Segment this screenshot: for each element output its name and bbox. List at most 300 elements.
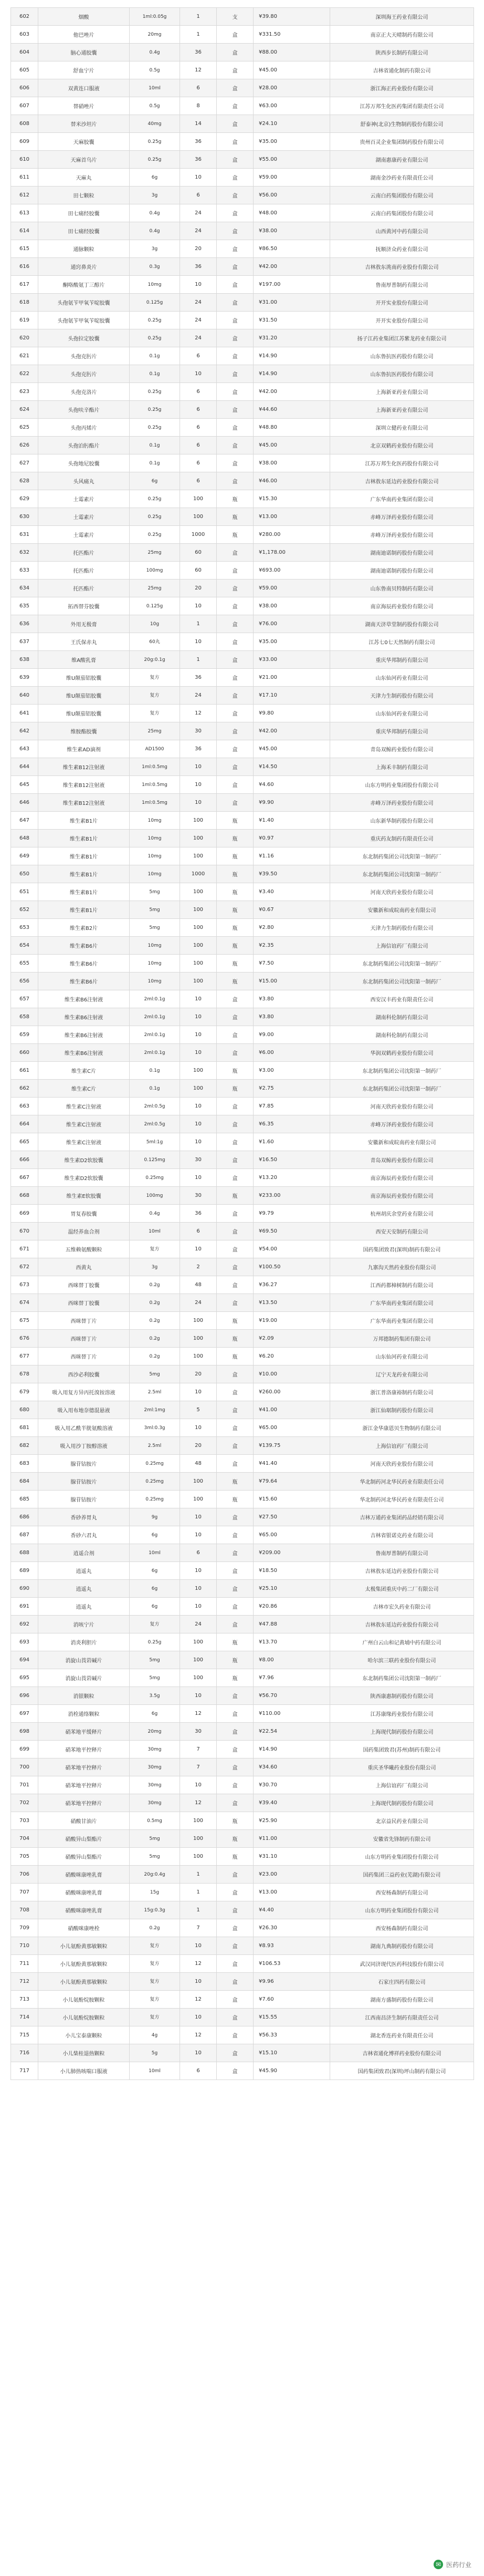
unit-cell: 盒 [217,1955,254,1973]
drug-name-cell: 土霉素片 [38,526,130,544]
unit-cell: 盒 [217,1401,254,1419]
price-cell: ¥9.79 [254,1205,330,1223]
unit-cell: 盒 [217,615,254,633]
pack-quantity-cell: 1000 [180,865,217,883]
manufacturer-cell: 山东鲁南贝特制药有限公司 [330,580,474,597]
price-cell: ¥21.00 [254,669,330,687]
table-row [11,1080,474,1098]
unit-cell: 瓶 [217,901,254,919]
pack-quantity-cell: 5 [180,1401,217,1419]
price-cell: ¥233.00 [254,1187,330,1205]
table-row [11,1901,474,1919]
price-cell: ¥11.00 [254,1830,330,1848]
pack-quantity-cell: 100 [180,1062,217,1080]
spec-cell: 20mg [130,1723,180,1741]
table-row [11,44,474,61]
pack-quantity-cell: 6 [180,401,217,419]
row-number-cell: 625 [11,419,38,437]
pack-quantity-cell: 10 [180,276,217,294]
row-number-cell: 611 [11,169,38,187]
spec-cell: 0.25mg [130,1169,180,1187]
row-number-cell: 639 [11,669,38,687]
spec-cell: 10ml [130,2062,180,2080]
drug-name-cell: 消旋山莨菪碱片 [38,1651,130,1669]
row-number-cell: 638 [11,651,38,669]
price-cell: ¥28.00 [254,79,330,97]
unit-cell: 盒 [217,758,254,776]
spec-cell: 0.1g [130,454,180,472]
table-row [11,883,474,901]
manufacturer-cell: 吉林敖东延边药业股份有限公司 [330,472,474,490]
row-number-cell: 699 [11,1741,38,1758]
spec-cell: 10mg [130,865,180,883]
pack-quantity-cell: 20 [180,240,217,258]
pack-quantity-cell: 1 [180,651,217,669]
pack-quantity-cell: 1 [180,1866,217,1884]
unit-cell: 盒 [217,365,254,383]
price-cell: ¥48.00 [254,204,330,222]
spec-cell: 0.3g [130,258,180,276]
row-number-cell: 697 [11,1705,38,1723]
drug-name-cell: 小儿氨酚黄那敏颗粒 [38,1973,130,1991]
row-number-cell: 678 [11,1365,38,1383]
manufacturer-cell: 石家庄四药有限公司 [330,1973,474,1991]
drug-name-cell: 西咪替丁片 [38,1330,130,1348]
price-cell: ¥100.50 [254,1258,330,1276]
price-cell: ¥6.00 [254,1044,330,1062]
pack-quantity-cell: 100 [180,1312,217,1330]
spec-cell: 0.1g [130,1080,180,1098]
pack-quantity-cell: 60 [180,562,217,580]
row-number-cell: 641 [11,705,38,722]
drug-name-cell: 舒血宁片 [38,61,130,79]
row-number-cell: 716 [11,2044,38,2062]
price-cell: ¥13.50 [254,1294,330,1312]
row-number-cell: 686 [11,1508,38,1526]
spec-cell: 2ml:0.1g [130,1026,180,1044]
table-row [11,294,474,312]
unit-cell: 瓶 [217,830,254,847]
manufacturer-cell: 西安汉丰药业有限责任公司 [330,990,474,1008]
price-cell: ¥3.00 [254,1062,330,1080]
spec-cell: 15g [130,1884,180,1901]
price-cell: ¥31.10 [254,1848,330,1866]
table-row [11,1884,474,1901]
table-row [11,1616,474,1633]
table-row [11,1526,474,1544]
unit-cell: 盒 [217,187,254,204]
drug-name-cell: 逍遥丸 [38,1598,130,1616]
table-row [11,1758,474,1776]
pack-quantity-cell: 12 [180,1991,217,2009]
table-row [11,1455,474,1473]
price-cell: ¥7.96 [254,1669,330,1687]
pack-quantity-cell: 2 [180,1258,217,1276]
drug-name-cell: 维生素B6注射液 [38,1026,130,1044]
drug-name-cell: 托匹酯片 [38,580,130,597]
row-number-cell: 604 [11,44,38,61]
spec-cell: 100mg [130,1187,180,1205]
pack-quantity-cell: 10 [180,1383,217,1401]
table-row [11,526,474,544]
unit-cell: 瓶 [217,1312,254,1330]
drug-name-cell: 维U颠茄铝胶囊 [38,705,130,722]
drug-name-cell: 头孢泊肟酯片 [38,437,130,454]
price-cell: ¥56.33 [254,2026,330,2044]
spec-cell: 5mg [130,1669,180,1687]
price-cell: ¥3.80 [254,990,330,1008]
table-row [11,1151,474,1169]
drug-name-cell: 消旋山莨菪碱片 [38,1669,130,1687]
manufacturer-cell: 辽宁天龙药业有限公司 [330,1365,474,1383]
drug-name-cell: 维生素AD滴剂 [38,740,130,758]
table-row [11,1812,474,1830]
spec-cell: 6g [130,1580,180,1598]
table-row [11,990,474,1008]
manufacturer-cell: 东北制药集团公司沈阳第一制药厂 [330,1062,474,1080]
table-row [11,722,474,740]
drug-name-cell: 西咪替丁片 [38,1312,130,1330]
spec-cell: 0.25g [130,490,180,508]
unit-cell: 瓶 [217,508,254,526]
pack-quantity-cell: 100 [180,1330,217,1348]
table-row [11,1848,474,1866]
unit-cell: 瓶 [217,1812,254,1830]
manufacturer-cell: 贵州百灵企业集团制药股份有限公司 [330,133,474,151]
table-row [11,633,474,651]
drug-name-cell: 吸入用乙酰半胱氨酸溶液 [38,1419,130,1437]
manufacturer-cell: 吉林省通化制药有限公司 [330,61,474,79]
drug-name-cell: 双黄连口服液 [38,79,130,97]
price-cell: ¥41.40 [254,1455,330,1473]
pack-quantity-cell: 10 [180,1115,217,1133]
pack-quantity-cell: 6 [180,187,217,204]
spec-cell: 0.4g [130,44,180,61]
pack-quantity-cell: 12 [180,61,217,79]
price-cell: ¥46.00 [254,472,330,490]
manufacturer-cell: 浙江海正药业股份有限公司 [330,79,474,97]
row-number-cell: 692 [11,1616,38,1633]
unit-cell: 盒 [217,1133,254,1151]
spec-cell: 10mg [130,812,180,830]
spec-cell: 2.5ml [130,1437,180,1455]
drug-name-cell: 替米沙坦片 [38,115,130,133]
unit-cell: 盒 [217,1098,254,1115]
table-row [11,1330,474,1348]
row-number-cell: 636 [11,615,38,633]
price-cell: ¥13.00 [254,508,330,526]
spec-cell: 30mg [130,1794,180,1812]
spec-cell: 6g [130,1598,180,1616]
spec-cell: 复方 [130,705,180,722]
table-row [11,115,474,133]
pack-quantity-cell: 12 [180,1955,217,1973]
manufacturer-cell: 吉林省通化博祥药业股份有限公司 [330,2044,474,2062]
row-number-cell: 700 [11,1758,38,1776]
table-row [11,1794,474,1812]
row-number-cell: 680 [11,1401,38,1419]
unit-cell: 盒 [217,580,254,597]
unit-cell: 盒 [217,294,254,312]
manufacturer-cell: 湖南金沙药业有限责任公司 [330,169,474,187]
row-number-cell: 614 [11,222,38,240]
spec-cell: 10mg [130,937,180,955]
table-row [11,1633,474,1651]
table-row [11,133,474,151]
price-cell: ¥48.80 [254,419,330,437]
manufacturer-cell: 北京益民药业有限公司 [330,1812,474,1830]
unit-cell: 瓶 [217,883,254,901]
price-cell: ¥9.80 [254,705,330,722]
pack-quantity-cell: 100 [180,1848,217,1866]
price-cell: ¥1,178.00 [254,544,330,562]
manufacturer-cell: 哈尔滨三联药业股份有限公司 [330,1651,474,1669]
row-number-cell: 712 [11,1973,38,1991]
spec-cell: 0.2g [130,1276,180,1294]
spec-cell: 0.2g [130,1348,180,1365]
pack-quantity-cell: 60 [180,544,217,562]
price-cell: ¥2.35 [254,937,330,955]
manufacturer-cell: 天津力生制药股份有限公司 [330,687,474,705]
pack-quantity-cell: 6 [180,437,217,454]
price-cell: ¥65.00 [254,1526,330,1544]
table-row [11,2009,474,2026]
unit-cell: 盒 [217,1419,254,1437]
table-row [11,1651,474,1669]
unit-cell: 盒 [217,437,254,454]
row-number-cell: 668 [11,1187,38,1205]
pack-quantity-cell: 6 [180,1223,217,1240]
drug-name-cell: 西咪替丁胶囊 [38,1276,130,1294]
unit-cell: 瓶 [217,1848,254,1866]
manufacturer-cell: 山东仙河药业有限公司 [330,705,474,722]
pack-quantity-cell: 48 [180,1455,217,1473]
wechat-icon: ✉ [434,2560,443,2569]
unit-cell: 瓶 [217,1830,254,1848]
drug-name-cell: 通窍鼻炎片 [38,258,130,276]
drug-name-cell: 他巴唑片 [38,26,130,44]
manufacturer-cell: 上海新亚药业有限公司 [330,383,474,401]
table-row [11,544,474,562]
manufacturer-cell: 重庆华邦制药有限公司 [330,651,474,669]
pack-quantity-cell: 10 [180,633,217,651]
pack-quantity-cell: 100 [180,1080,217,1098]
row-number-cell: 654 [11,937,38,955]
spec-cell: 0.125g [130,294,180,312]
manufacturer-cell: 云南白药集团股份有限公司 [330,204,474,222]
price-cell: ¥44.60 [254,401,330,419]
pack-quantity-cell: 10 [180,1598,217,1616]
spec-cell: 2ml:0.5g [130,1115,180,1133]
drug-name-cell: 田七痛经胶囊 [38,222,130,240]
unit-cell: 盒 [217,1365,254,1383]
unit-cell: 盒 [217,2009,254,2026]
pack-quantity-cell: 1 [180,8,217,26]
price-cell: ¥17.10 [254,687,330,705]
row-number-cell: 612 [11,187,38,204]
unit-cell: 瓶 [217,1062,254,1080]
manufacturer-cell: 重庆圣华曦药业股份有限公司 [330,1758,474,1776]
table-row [11,2044,474,2062]
unit-cell: 盒 [217,1580,254,1598]
manufacturer-cell: 湖南九典制药股份有限公司 [330,1937,474,1955]
pack-quantity-cell: 10 [180,990,217,1008]
manufacturer-cell: 赤峰万泽药业股份有限公司 [330,794,474,812]
spec-cell: 40mg [130,115,180,133]
spec-cell: 2ml:0.1g [130,1044,180,1062]
spec-cell: 6g [130,1562,180,1580]
row-number-cell: 655 [11,955,38,973]
row-number-cell: 663 [11,1098,38,1115]
row-number-cell: 676 [11,1330,38,1348]
price-cell: ¥15.00 [254,973,330,990]
unit-cell: 盒 [217,1991,254,2009]
pack-quantity-cell: 24 [180,222,217,240]
manufacturer-cell: 鲁南厚普制药有限公司 [330,276,474,294]
pack-quantity-cell: 24 [180,312,217,329]
pack-quantity-cell: 10 [180,1937,217,1955]
pack-quantity-cell: 12 [180,1705,217,1723]
manufacturer-cell: 鲁南厚普制药有限公司 [330,1544,474,1562]
manufacturer-cell: 浙江金华康恩贝生物制药有限公司 [330,1419,474,1437]
table-row [11,865,474,883]
manufacturer-cell: 赤峰万泽药业股份有限公司 [330,1115,474,1133]
unit-cell: 盒 [217,1884,254,1901]
spec-cell: 0.25g [130,401,180,419]
price-cell: ¥7.85 [254,1098,330,1115]
drug-name-cell: 维生素C注射液 [38,1115,130,1133]
drug-name-cell: 天麻首乌片 [38,151,130,169]
spec-cell: 复方 [130,1616,180,1633]
drug-name-cell: 头孢克洛片 [38,383,130,401]
table-row [11,1723,474,1741]
unit-cell: 盒 [217,722,254,740]
spec-cell: 0.2g [130,1330,180,1348]
pack-quantity-cell: 8 [180,97,217,115]
price-cell: ¥31.00 [254,294,330,312]
price-cell: ¥7.60 [254,1991,330,2009]
spec-cell: 25mg [130,580,180,597]
price-cell: ¥59.00 [254,580,330,597]
manufacturer-cell: 赤峰万泽药业股份有限公司 [330,508,474,526]
spec-cell: 20mg [130,26,180,44]
row-number-cell: 698 [11,1723,38,1741]
unit-cell: 盒 [217,61,254,79]
table-row [11,472,474,490]
unit-cell: 盒 [217,312,254,329]
table-row [11,1276,474,1294]
table-row [11,1133,474,1151]
spec-cell: 0.25mg [130,1473,180,1491]
table-row [11,973,474,990]
spec-cell: 复方 [130,1240,180,1258]
table-row [11,1937,474,1955]
row-number-cell: 713 [11,1991,38,2009]
row-number-cell: 647 [11,812,38,830]
manufacturer-cell: 开开实业股份有限公司 [330,312,474,329]
unit-cell: 盒 [217,562,254,580]
row-number-cell: 610 [11,151,38,169]
table-row [11,1705,474,1723]
unit-cell: 瓶 [217,1080,254,1098]
table-row [11,901,474,919]
row-number-cell: 621 [11,347,38,365]
drug-name-cell: 硝苯地平控释片 [38,1741,130,1758]
pack-quantity-cell: 6 [180,419,217,437]
spec-cell: 10mg [130,830,180,847]
drug-name-cell: 烟酸 [38,8,130,26]
price-cell: ¥20.86 [254,1598,330,1616]
manufacturer-cell: 吉林省银诺克药业有限公司 [330,1526,474,1544]
unit-cell: 盒 [217,1205,254,1223]
row-number-cell: 707 [11,1884,38,1901]
price-cell: ¥22.54 [254,1723,330,1741]
price-cell: ¥19.00 [254,1312,330,1330]
unit-cell: 盒 [217,651,254,669]
price-cell: ¥16.50 [254,1151,330,1169]
price-cell: ¥45.90 [254,2062,330,2080]
row-number-cell: 617 [11,276,38,294]
spec-cell: 30mg [130,1741,180,1758]
unit-cell: 盒 [217,97,254,115]
pack-quantity-cell: 14 [180,115,217,133]
pack-quantity-cell: 36 [180,258,217,276]
price-cell: ¥209.00 [254,1544,330,1562]
table-row [11,312,474,329]
row-number-cell: 683 [11,1455,38,1473]
unit-cell: 盒 [217,1973,254,1991]
table-row [11,758,474,776]
price-cell: ¥35.00 [254,633,330,651]
spec-cell: 10mg [130,973,180,990]
drug-name-cell: 逍遥丸 [38,1580,130,1598]
drug-name-cell: 外用无极膏 [38,615,130,633]
drug-name-cell: 维生素B6注射液 [38,990,130,1008]
table-row [11,329,474,347]
table-row [11,61,474,79]
unit-cell: 盒 [217,383,254,401]
row-number-cell: 710 [11,1937,38,1955]
spec-cell: 1ml:0.5mg [130,794,180,812]
row-number-cell: 701 [11,1776,38,1794]
spec-cell: 10ml [130,1223,180,1240]
price-cell: ¥30.70 [254,1776,330,1794]
pack-quantity-cell: 10 [180,776,217,794]
price-cell: ¥25.90 [254,1812,330,1830]
unit-cell: 盒 [217,1758,254,1776]
spec-cell: 5mg [130,901,180,919]
drug-name-cell: 逍遥合剂 [38,1544,130,1562]
spec-cell: 0.25g [130,329,180,347]
price-cell: ¥55.00 [254,151,330,169]
spec-cell: 5ml:1g [130,1133,180,1151]
manufacturer-cell: 重庆华邦制药有限公司 [330,722,474,740]
drug-name-cell: 维U颠茄铝胶囊 [38,669,130,687]
unit-cell: 盒 [217,1776,254,1794]
row-number-cell: 687 [11,1526,38,1544]
manufacturer-cell: 天津力生制药股份有限公司 [330,919,474,937]
drug-name-cell: 天麻丸 [38,169,130,187]
manufacturer-cell: 南京海辰药业股份有限公司 [330,1187,474,1205]
unit-cell: 盒 [217,401,254,419]
price-cell: ¥86.50 [254,240,330,258]
pack-quantity-cell: 100 [180,1473,217,1491]
table-row [11,276,474,294]
drug-name-cell: 硝苯地平控释片 [38,1758,130,1776]
drug-name-cell: 维生素B1片 [38,901,130,919]
manufacturer-cell: 河南天欣药业股份有限公司 [330,1098,474,1115]
table-row [11,1044,474,1062]
